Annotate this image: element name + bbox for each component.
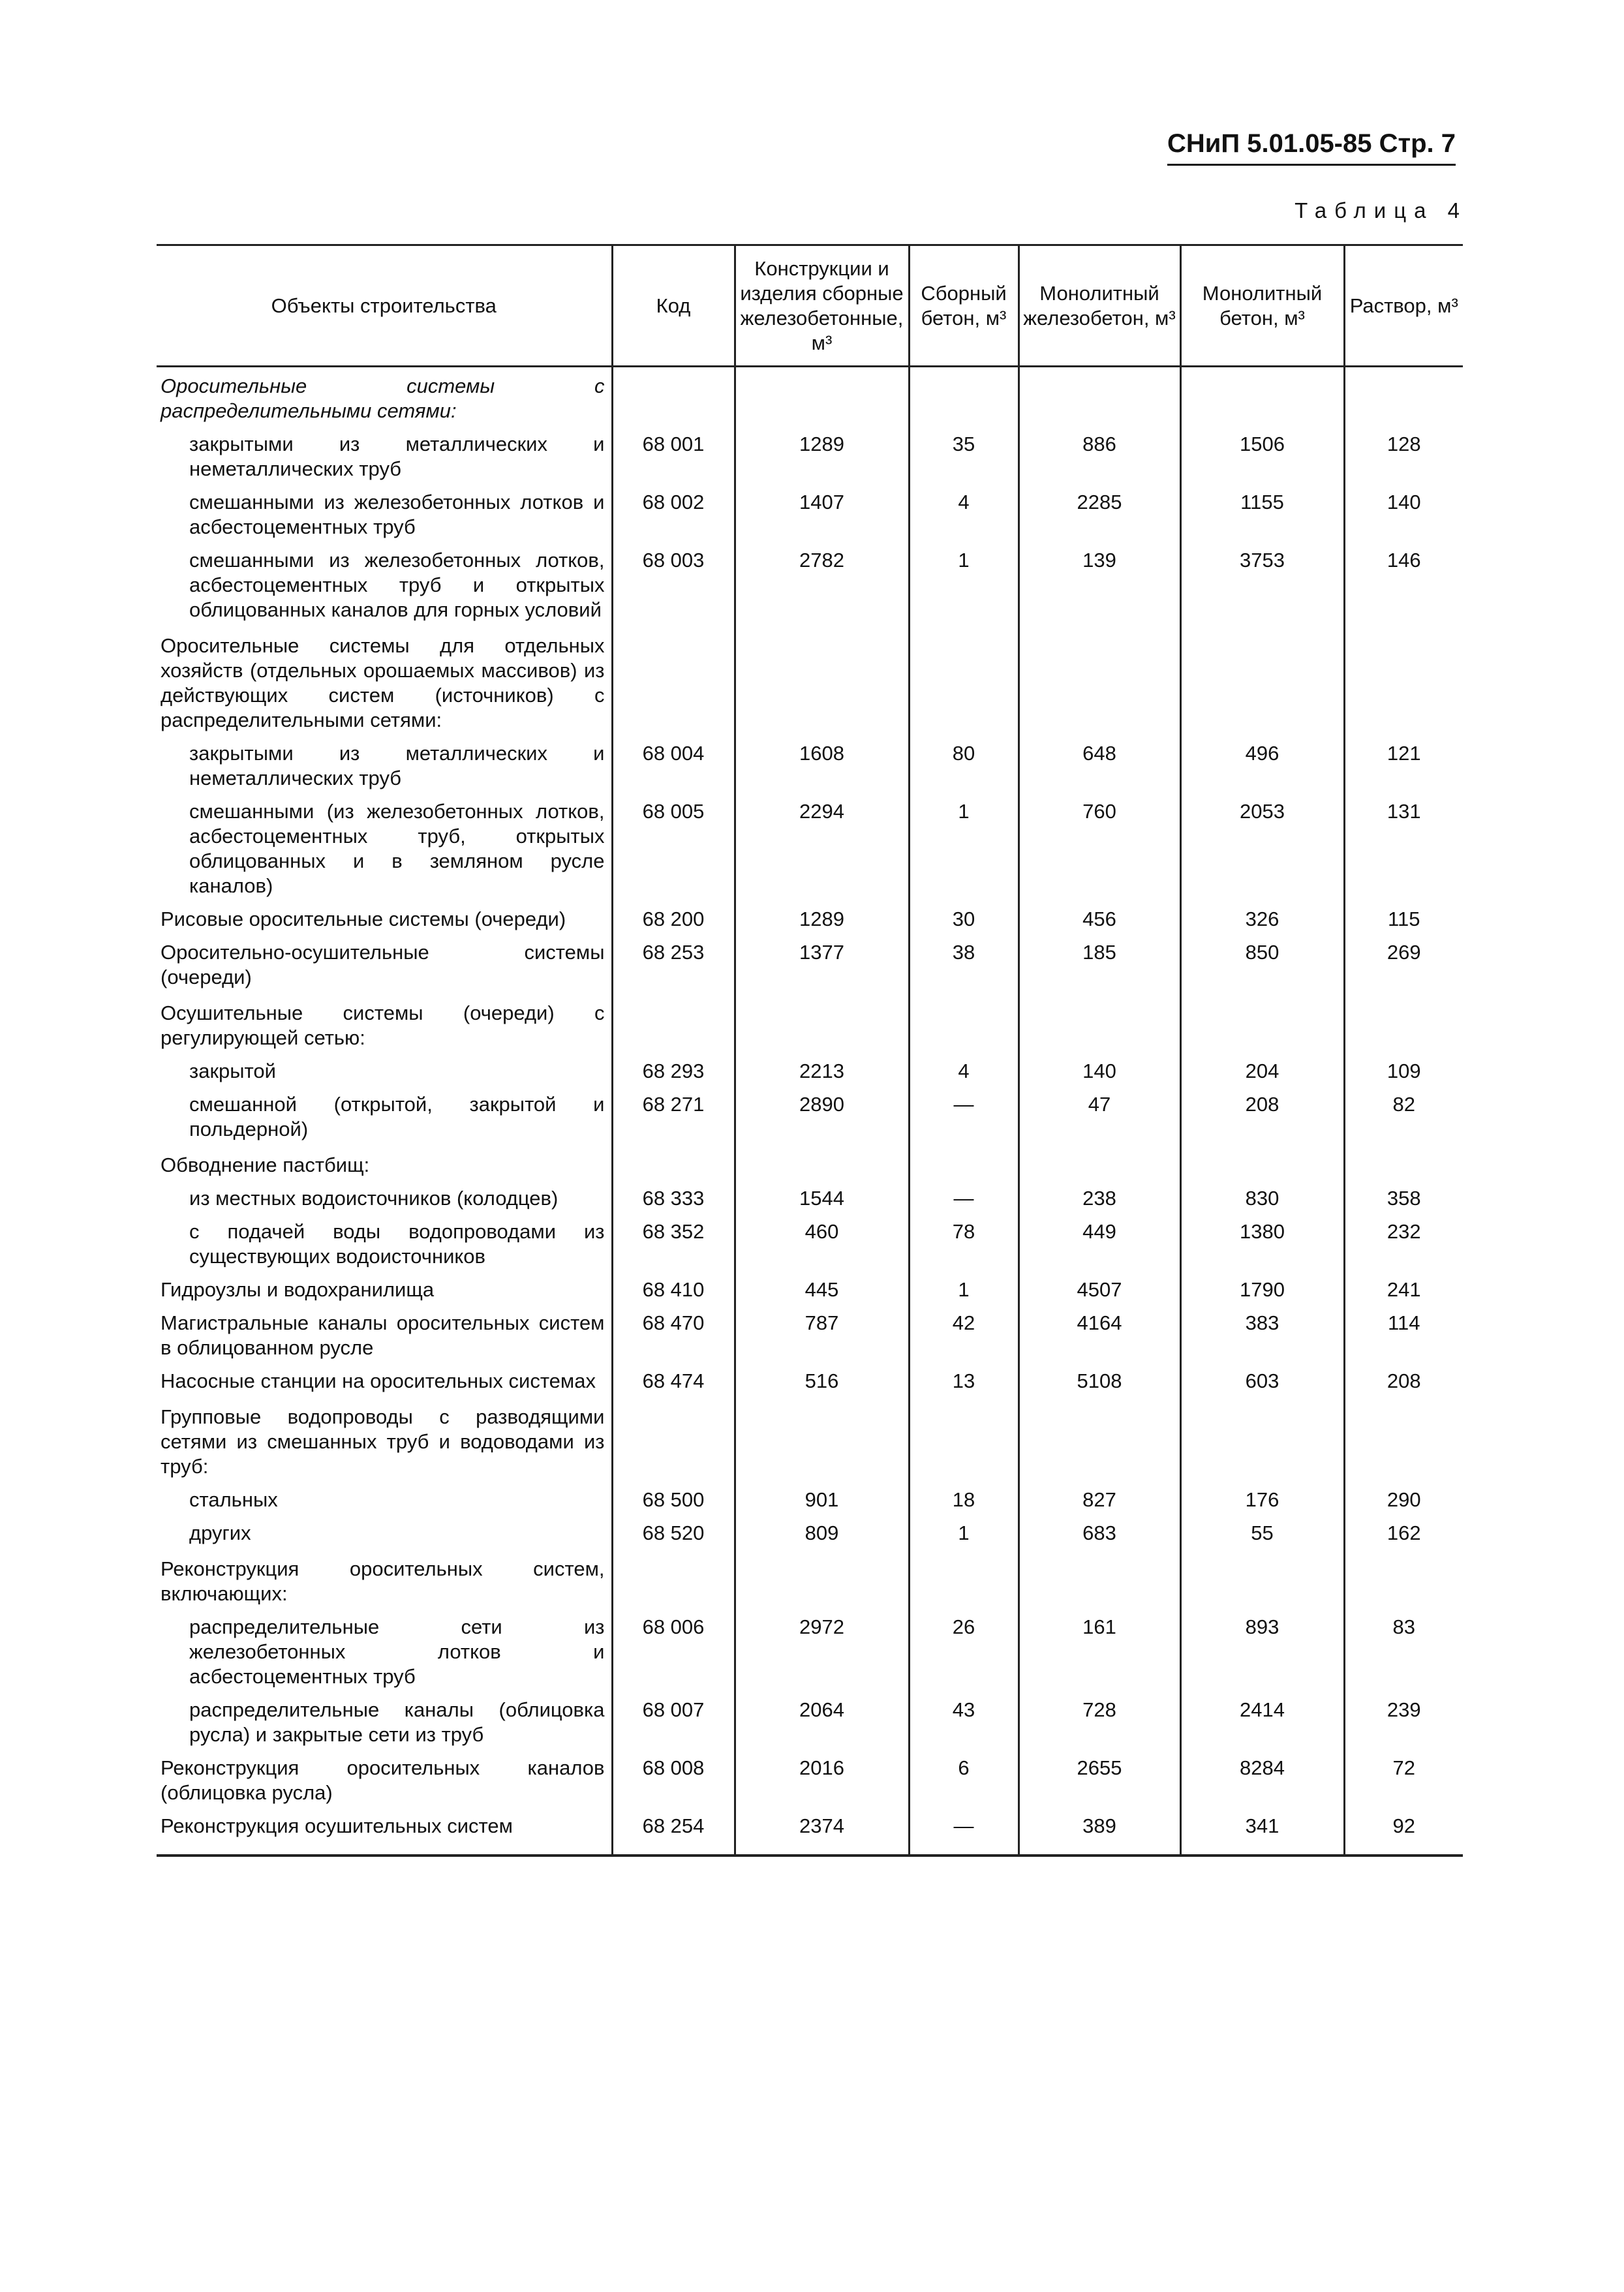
table-row <box>157 1810 1463 1856</box>
header-precast-rc: Конструкции и изделия сборные железобетонные, м³ <box>735 245 909 367</box>
object-cell: Реконструкция оросительных каналов (облицовка русла) <box>161 1756 605 1804</box>
precast-rc-cell <box>735 1398 909 1484</box>
precast-concrete-cell: — <box>909 1088 1019 1146</box>
precast-rc-cell: 2294 <box>735 795 909 903</box>
monolithic-concrete-cell: 1155 <box>1180 486 1344 544</box>
precast-rc-cell: 460 <box>735 1215 909 1274</box>
monolithic-concrete-cell: 603 <box>1180 1365 1344 1398</box>
table-row <box>157 1550 1463 1611</box>
table-row <box>157 1088 1463 1146</box>
monolithic-concrete-cell <box>1180 1550 1344 1611</box>
header-objects: Объекты строительства <box>157 245 612 367</box>
monolithic-concrete-cell: 850 <box>1180 936 1344 994</box>
mortar-cell: 290 <box>1344 1484 1463 1517</box>
table-row <box>157 795 1463 903</box>
precast-concrete-cell <box>909 627 1019 737</box>
precast-rc-cell: 1289 <box>735 428 909 486</box>
precast-concrete-cell: 6 <box>909 1752 1019 1810</box>
precast-rc-cell: 2374 <box>735 1810 909 1856</box>
object-cell: Реконструкция осушительных систем <box>157 1810 612 1856</box>
precast-rc-cell: 787 <box>735 1307 909 1365</box>
object-cell: смешанными (из железобетонных лотков, асбестоцементных труб, открытых облицованных и в земляном русле каналов) <box>189 800 605 897</box>
object-cell: Насосные станции на оросительных системах <box>161 1369 596 1392</box>
monolithic-rc-cell: 5108 <box>1019 1365 1180 1398</box>
precast-concrete-cell <box>909 367 1019 429</box>
code-cell: 68 001 <box>612 428 735 486</box>
table-row <box>157 1694 1463 1752</box>
precast-rc-cell: 809 <box>735 1517 909 1550</box>
monolithic-concrete-cell: 204 <box>1180 1055 1344 1088</box>
precast-concrete-cell: — <box>909 1810 1019 1856</box>
precast-concrete-cell: 4 <box>909 1055 1019 1088</box>
monolithic-concrete-cell: 383 <box>1180 1307 1344 1365</box>
monolithic-rc-cell: 886 <box>1019 428 1180 486</box>
precast-concrete-cell <box>909 1550 1019 1611</box>
code-cell: 68 002 <box>612 486 735 544</box>
table-row <box>157 1274 1463 1307</box>
monolithic-rc-cell: 140 <box>1019 1055 1180 1088</box>
materials-table <box>157 244 1463 1857</box>
monolithic-rc-cell <box>1019 1398 1180 1484</box>
code-cell <box>612 627 735 737</box>
monolithic-rc-cell: 161 <box>1019 1611 1180 1694</box>
table-row <box>157 627 1463 737</box>
precast-rc-cell: 516 <box>735 1365 909 1398</box>
monolithic-rc-cell: 389 <box>1019 1810 1180 1856</box>
code-cell: 68 520 <box>612 1517 735 1550</box>
monolithic-rc-cell: 456 <box>1019 903 1180 936</box>
table-row <box>157 1146 1463 1182</box>
monolithic-rc-cell: 139 <box>1019 544 1180 627</box>
monolithic-concrete-cell: 8284 <box>1180 1752 1344 1810</box>
header-code: Код <box>612 245 735 367</box>
mortar-cell: 140 <box>1344 486 1463 544</box>
object-cell: Групповые водопроводы с разводящими сетями из смешанных труб и водоводами из труб: <box>161 1405 605 1478</box>
code-cell: 68 333 <box>612 1182 735 1215</box>
precast-rc-cell: 2782 <box>735 544 909 627</box>
monolithic-concrete-cell: 830 <box>1180 1182 1344 1215</box>
monolithic-rc-cell: 238 <box>1019 1182 1180 1215</box>
monolithic-rc-cell: 2285 <box>1019 486 1180 544</box>
precast-concrete-cell: 1 <box>909 544 1019 627</box>
precast-concrete-cell <box>909 994 1019 1055</box>
precast-concrete-cell: 38 <box>909 936 1019 994</box>
precast-rc-cell <box>735 627 909 737</box>
monolithic-rc-cell: 648 <box>1019 737 1180 795</box>
monolithic-rc-cell: 760 <box>1019 795 1180 903</box>
code-cell: 68 500 <box>612 1484 735 1517</box>
monolithic-concrete-cell: 341 <box>1180 1810 1344 1856</box>
mortar-cell <box>1344 367 1463 429</box>
object-cell: распределительные каналы (облицовка русла) и закрытые сети из труб <box>189 1698 605 1746</box>
code-cell: 68 474 <box>612 1365 735 1398</box>
mortar-cell: 232 <box>1344 1215 1463 1274</box>
monolithic-concrete-cell <box>1180 367 1344 429</box>
table-header-row <box>157 245 1463 367</box>
table-row <box>157 1611 1463 1694</box>
code-cell: 68 004 <box>612 737 735 795</box>
object-cell: закрытыми из металлических и неметаллических труб <box>189 433 605 480</box>
object-cell: смешанными из железобетонных лотков и асбестоцементных труб <box>189 491 605 538</box>
precast-concrete-cell: 18 <box>909 1484 1019 1517</box>
precast-concrete-cell: — <box>909 1182 1019 1215</box>
object-cell: стальных <box>189 1488 278 1511</box>
monolithic-rc-cell <box>1019 1550 1180 1611</box>
mortar-cell: 358 <box>1344 1182 1463 1215</box>
mortar-cell: 83 <box>1344 1611 1463 1694</box>
table-row <box>157 1398 1463 1484</box>
precast-concrete-cell <box>909 1398 1019 1484</box>
monolithic-concrete-cell <box>1180 627 1344 737</box>
monolithic-rc-cell: 2655 <box>1019 1752 1180 1810</box>
monolithic-concrete-cell: 1506 <box>1180 428 1344 486</box>
code-cell: 68 007 <box>612 1694 735 1752</box>
object-cell: Обводнение пастбищ: <box>161 1154 370 1176</box>
object-cell: смешанными из железобетонных лотков, асбестоцементных труб и открытых облицованных каналов для горных условий <box>189 549 605 621</box>
precast-concrete-cell: 43 <box>909 1694 1019 1752</box>
table-row <box>157 367 1463 429</box>
code-cell: 68 254 <box>612 1810 735 1856</box>
precast-rc-cell: 2016 <box>735 1752 909 1810</box>
precast-concrete-cell <box>909 1146 1019 1182</box>
monolithic-rc-cell: 4507 <box>1019 1274 1180 1307</box>
mortar-cell <box>1344 1146 1463 1182</box>
table-row <box>157 486 1463 544</box>
monolithic-rc-cell <box>1019 1146 1180 1182</box>
mortar-cell: 82 <box>1344 1088 1463 1146</box>
document-code: СНиП 5.01.05-85 Стр. 7 <box>1167 129 1456 166</box>
table-row <box>157 544 1463 627</box>
object-cell: закрытыми из металлических и неметаллических труб <box>189 742 605 789</box>
header-mortar: Раствор, м³ <box>1344 245 1463 367</box>
mortar-cell: 92 <box>1344 1810 1463 1856</box>
header-monolithic-rc: Монолитный железобетон, м³ <box>1019 245 1180 367</box>
table-row <box>157 936 1463 994</box>
precast-concrete-cell: 1 <box>909 1274 1019 1307</box>
precast-concrete-cell: 42 <box>909 1307 1019 1365</box>
object-cell: Реконструкция оросительных систем, включающих: <box>161 1557 605 1605</box>
precast-rc-cell: 901 <box>735 1484 909 1517</box>
precast-concrete-cell: 1 <box>909 795 1019 903</box>
object-cell: распределительные сети из железобетонных лотков и асбестоцементных труб <box>189 1615 605 1688</box>
mortar-cell: 239 <box>1344 1694 1463 1752</box>
mortar-cell <box>1344 994 1463 1055</box>
table-row <box>157 1055 1463 1088</box>
code-cell <box>612 994 735 1055</box>
table-row <box>157 1307 1463 1365</box>
code-cell: 68 271 <box>612 1088 735 1146</box>
object-cell: Осушительные системы (очереди) с регулирующей сетью: <box>161 1001 605 1049</box>
code-cell <box>612 1550 735 1611</box>
object-cell: Гидроузлы и водохранилища <box>161 1278 435 1301</box>
monolithic-concrete-cell <box>1180 994 1344 1055</box>
mortar-cell: 269 <box>1344 936 1463 994</box>
mortar-cell: 146 <box>1344 544 1463 627</box>
object-cell: Оросительные системы для отдельных хозяйств (отдельных орошаемых массивов) из действующих систем (источников) с распределительными сетями: <box>161 634 605 731</box>
precast-concrete-cell: 4 <box>909 486 1019 544</box>
monolithic-rc-cell: 185 <box>1019 936 1180 994</box>
mortar-cell: 128 <box>1344 428 1463 486</box>
monolithic-concrete-cell: 1790 <box>1180 1274 1344 1307</box>
object-cell: Оросительные системы с распределительными сетями: <box>161 374 605 422</box>
monolithic-concrete-cell: 893 <box>1180 1611 1344 1694</box>
monolithic-concrete-cell: 3753 <box>1180 544 1344 627</box>
code-cell <box>612 1146 735 1182</box>
table-row <box>157 428 1463 486</box>
precast-rc-cell: 2890 <box>735 1088 909 1146</box>
table-row <box>157 1215 1463 1274</box>
object-cell: из местных водоисточников (колодцев) <box>189 1187 559 1210</box>
precast-concrete-cell: 26 <box>909 1611 1019 1694</box>
mortar-cell: 72 <box>1344 1752 1463 1810</box>
precast-concrete-cell: 80 <box>909 737 1019 795</box>
mortar-cell: 208 <box>1344 1365 1463 1398</box>
code-cell <box>612 367 735 429</box>
precast-concrete-cell: 78 <box>909 1215 1019 1274</box>
code-cell: 68 253 <box>612 936 735 994</box>
object-cell: Рисовые оросительные системы (очереди) <box>161 908 566 930</box>
object-cell: Магистральные каналы оросительных систем в облицованном русле <box>161 1311 605 1359</box>
precast-rc-cell: 1377 <box>735 936 909 994</box>
table-row <box>157 903 1463 936</box>
table-row <box>157 1182 1463 1215</box>
precast-concrete-cell: 1 <box>909 1517 1019 1550</box>
monolithic-rc-cell: 728 <box>1019 1694 1180 1752</box>
code-cell: 68 352 <box>612 1215 735 1274</box>
table-row <box>157 1517 1463 1550</box>
monolithic-concrete-cell: 1380 <box>1180 1215 1344 1274</box>
monolithic-concrete-cell: 208 <box>1180 1088 1344 1146</box>
precast-concrete-cell: 13 <box>909 1365 1019 1398</box>
table-row <box>157 1365 1463 1398</box>
code-cell: 68 293 <box>612 1055 735 1088</box>
precast-concrete-cell: 35 <box>909 428 1019 486</box>
code-cell: 68 410 <box>612 1274 735 1307</box>
mortar-cell: 114 <box>1344 1307 1463 1365</box>
precast-rc-cell: 1289 <box>735 903 909 936</box>
code-cell <box>612 1398 735 1484</box>
monolithic-rc-cell <box>1019 994 1180 1055</box>
mortar-cell: 241 <box>1344 1274 1463 1307</box>
code-cell: 68 006 <box>612 1611 735 1694</box>
table-row <box>157 1752 1463 1810</box>
precast-rc-cell: 445 <box>735 1274 909 1307</box>
monolithic-concrete-cell <box>1180 1146 1344 1182</box>
table-row <box>157 737 1463 795</box>
monolithic-concrete-cell: 2053 <box>1180 795 1344 903</box>
monolithic-concrete-cell: 55 <box>1180 1517 1344 1550</box>
object-cell: смешанной (открытой, закрытой и польдерной) <box>189 1093 605 1140</box>
code-cell: 68 200 <box>612 903 735 936</box>
monolithic-concrete-cell: 176 <box>1180 1484 1344 1517</box>
table-title: Таблица 4 <box>1295 198 1467 222</box>
mortar-cell: 162 <box>1344 1517 1463 1550</box>
object-cell: других <box>189 1521 251 1544</box>
precast-rc-cell: 1608 <box>735 737 909 795</box>
mortar-cell <box>1344 1550 1463 1611</box>
mortar-cell: 121 <box>1344 737 1463 795</box>
monolithic-rc-cell: 4164 <box>1019 1307 1180 1365</box>
code-cell: 68 470 <box>612 1307 735 1365</box>
object-cell: закрытой <box>189 1060 276 1082</box>
code-cell: 68 003 <box>612 544 735 627</box>
precast-rc-cell <box>735 367 909 429</box>
monolithic-concrete-cell: 496 <box>1180 737 1344 795</box>
precast-rc-cell: 1544 <box>735 1182 909 1215</box>
precast-rc-cell: 2064 <box>735 1694 909 1752</box>
object-cell: с подачей воды водопроводами из существующих водоисточников <box>189 1220 605 1268</box>
precast-rc-cell: 2213 <box>735 1055 909 1088</box>
header-monolithic-concrete: Монолитный бетон, м³ <box>1180 245 1344 367</box>
monolithic-concrete-cell <box>1180 1398 1344 1484</box>
mortar-cell <box>1344 1398 1463 1484</box>
mortar-cell <box>1344 627 1463 737</box>
mortar-cell: 131 <box>1344 795 1463 903</box>
object-cell: Оросительно-осушительные системы (очереди) <box>161 941 605 988</box>
code-cell: 68 005 <box>612 795 735 903</box>
code-cell: 68 008 <box>612 1752 735 1810</box>
header-precast-concrete: Сборный бетон, м³ <box>909 245 1019 367</box>
precast-rc-cell: 1407 <box>735 486 909 544</box>
monolithic-rc-cell <box>1019 367 1180 429</box>
monolithic-rc-cell: 47 <box>1019 1088 1180 1146</box>
monolithic-rc-cell: 449 <box>1019 1215 1180 1274</box>
monolithic-rc-cell: 827 <box>1019 1484 1180 1517</box>
precast-concrete-cell: 30 <box>909 903 1019 936</box>
mortar-cell: 115 <box>1344 903 1463 936</box>
monolithic-concrete-cell: 326 <box>1180 903 1344 936</box>
mortar-cell: 109 <box>1344 1055 1463 1088</box>
precast-rc-cell <box>735 1550 909 1611</box>
table-row <box>157 1484 1463 1517</box>
monolithic-rc-cell: 683 <box>1019 1517 1180 1550</box>
precast-rc-cell <box>735 1146 909 1182</box>
precast-rc-cell: 2972 <box>735 1611 909 1694</box>
table-row <box>157 994 1463 1055</box>
monolithic-concrete-cell: 2414 <box>1180 1694 1344 1752</box>
precast-rc-cell <box>735 994 909 1055</box>
monolithic-rc-cell <box>1019 627 1180 737</box>
